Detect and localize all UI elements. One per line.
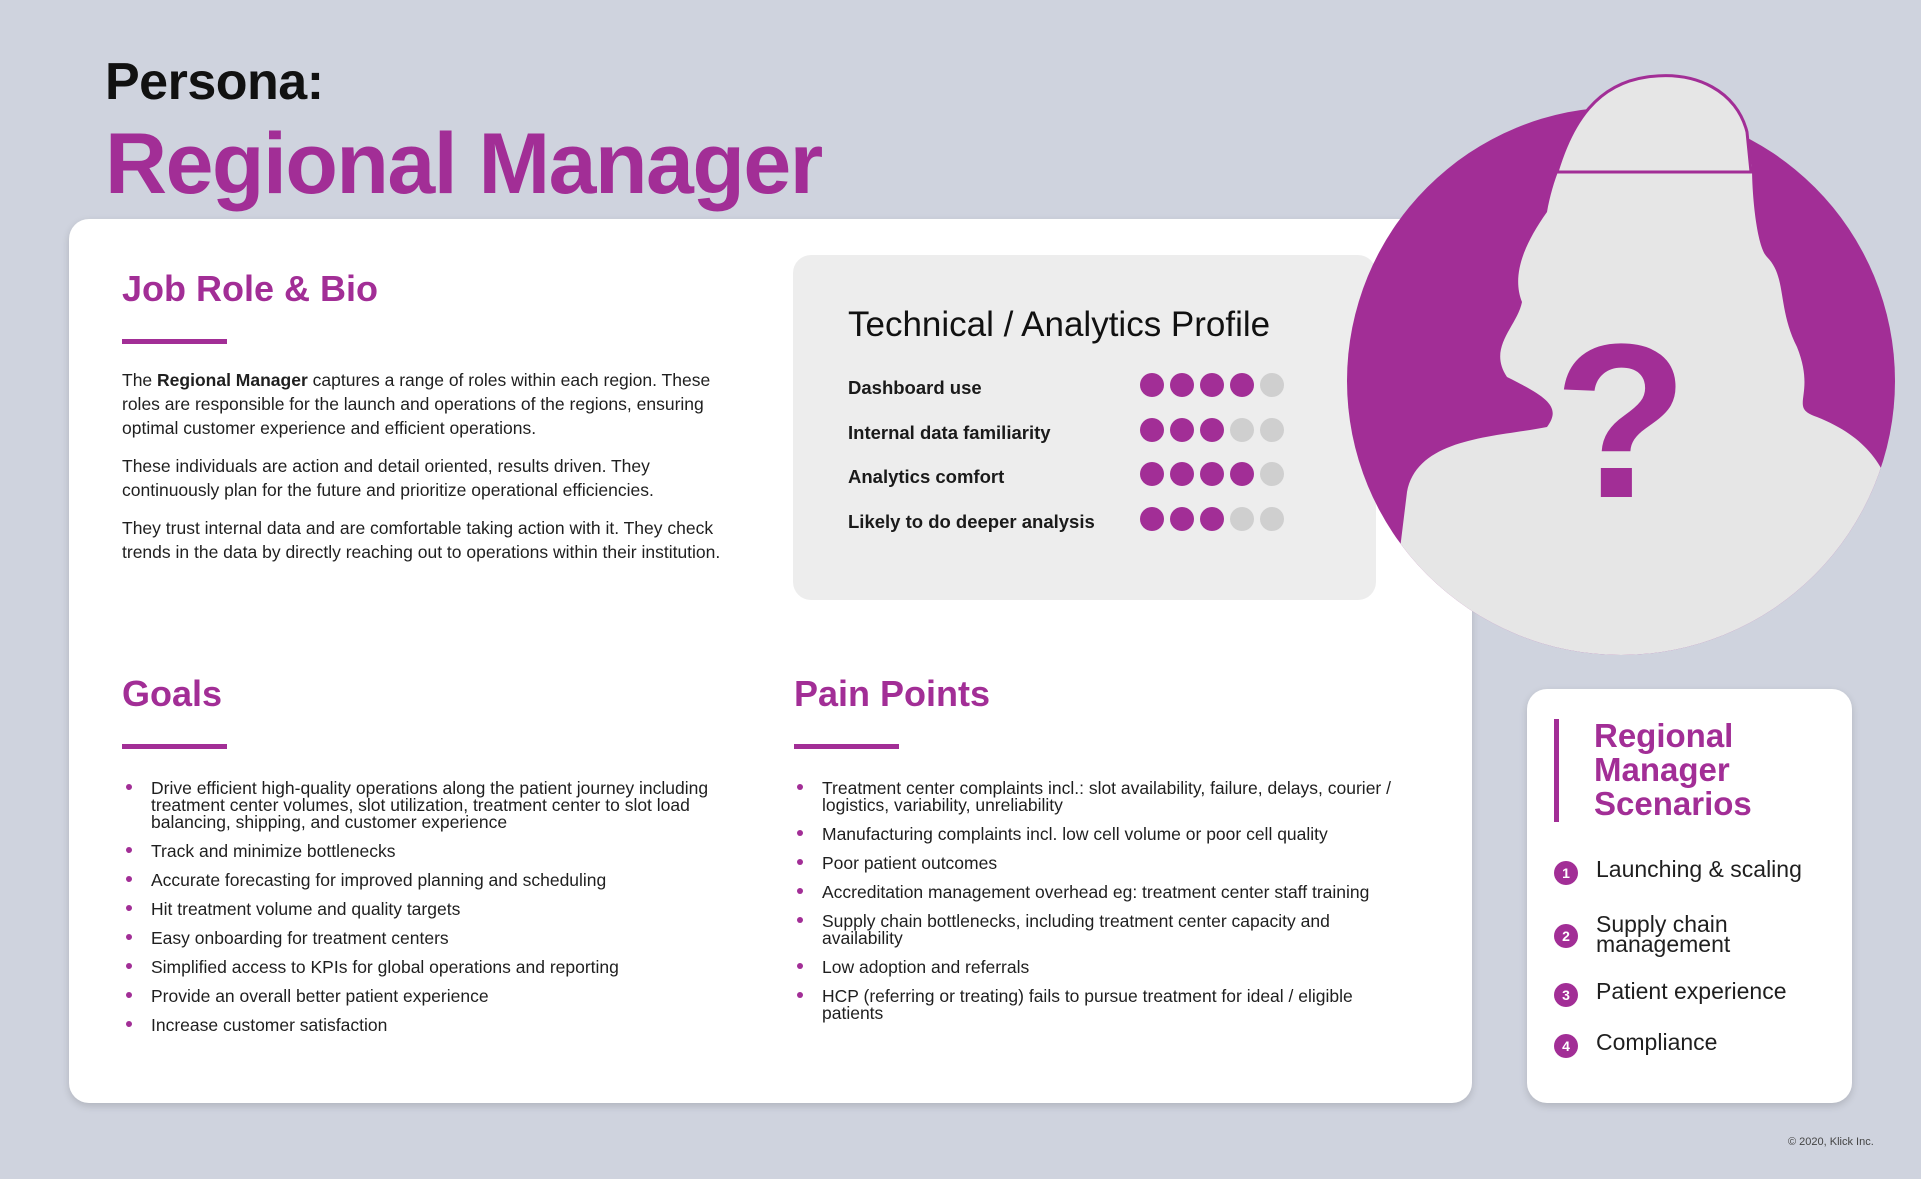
pain-points-list xyxy=(795,780,1395,1034)
bullet-icon xyxy=(126,876,132,882)
tech-row-internal-data xyxy=(848,418,1308,448)
bullet-icon xyxy=(126,1021,132,1027)
rating-dot-filled xyxy=(1140,507,1164,531)
list-item-text: Poor patient outcomes xyxy=(822,853,998,873)
list-item-text: HCP (referring or treating) fails to pursue treatment for ideal / eligible patients xyxy=(822,986,1353,1023)
list-item xyxy=(124,780,724,831)
pain-points-title: Pain Points xyxy=(794,673,991,714)
rating-dot-filled xyxy=(1140,418,1164,442)
rating-dot-filled xyxy=(1200,462,1224,486)
rating-dot-filled xyxy=(1200,373,1224,397)
list-item-text: Increase customer satisfaction xyxy=(151,1015,388,1035)
bullet-icon xyxy=(797,784,803,790)
list-item xyxy=(124,930,724,947)
list-item-text: Hit treatment volume and quality targets xyxy=(151,899,461,919)
rating-dots xyxy=(1140,418,1284,442)
tech-profile-title: Technical / Analytics Profile xyxy=(848,305,1271,344)
rating-dot-filled xyxy=(1200,507,1224,531)
list-item xyxy=(795,913,1395,947)
bio-p1-rest: captures a range of roles within each region. These roles are responsible for the launch and operations of the regions, ensuring optimal customer experience and efficient operations. xyxy=(122,370,711,438)
list-item-text: Low adoption and referrals xyxy=(822,957,1030,977)
list-item-text: Accreditation management overhead eg: treatment center staff training xyxy=(822,882,1370,902)
tech-row-deeper-analysis xyxy=(848,507,1308,537)
list-item xyxy=(795,780,1395,814)
bio-rule xyxy=(122,339,227,344)
scenarios-card xyxy=(1527,689,1852,1103)
bullet-icon xyxy=(797,992,803,998)
list-item-text: Provide an overall better patient experience xyxy=(151,986,489,1006)
bio-text xyxy=(122,368,722,578)
bullet-icon xyxy=(126,847,132,853)
rating-dot-filled xyxy=(1170,507,1194,531)
bio-paragraph-2: These individuals are action and detail oriented, results driven. They continuously plan for the future and prioritize operational efficiencies. xyxy=(122,456,654,500)
rating-dot-empty xyxy=(1260,373,1284,397)
bio-paragraph-3: They trust internal data and are comfortable taking action with it. They check trends in the data by directly reaching out to operations within their institution. xyxy=(122,518,721,562)
rating-dots xyxy=(1140,462,1284,486)
list-item xyxy=(795,959,1395,976)
list-item xyxy=(124,843,724,860)
list-item xyxy=(124,901,724,918)
bullet-icon xyxy=(797,917,803,923)
rating-dot-empty xyxy=(1230,418,1254,442)
bullet-icon xyxy=(126,963,132,969)
rating-dot-filled xyxy=(1170,462,1194,486)
tech-row-label: Dashboard use xyxy=(848,377,982,398)
tech-profile-panel xyxy=(793,255,1376,600)
bullet-icon xyxy=(126,784,132,790)
list-item xyxy=(124,872,724,889)
persona-name: Regional Manager xyxy=(105,116,822,212)
rating-dot-empty xyxy=(1230,507,1254,531)
list-item xyxy=(124,1017,724,1034)
bio-paragraph-1 xyxy=(122,368,722,440)
list-item-text: Accurate forecasting for improved planning and scheduling xyxy=(151,870,607,890)
rating-dot-filled xyxy=(1140,373,1164,397)
list-item-text: Manufacturing complaints incl. low cell volume or poor cell quality xyxy=(822,824,1328,844)
scenario-label: Compliance xyxy=(1596,1029,1718,1055)
copyright: © 2020, Klick Inc. xyxy=(1788,1136,1874,1148)
list-item-text: Track and minimize bottlenecks xyxy=(151,841,396,861)
tech-row-dashboard-use xyxy=(848,373,1308,403)
scenario-label: Supply chain management xyxy=(1596,911,1731,957)
bullet-icon xyxy=(126,905,132,911)
list-item xyxy=(795,884,1395,901)
bio-title: Job Role & Bio xyxy=(122,268,379,309)
bio-p1-bold: Regional Manager xyxy=(157,370,308,390)
number-badge: 3 xyxy=(1554,983,1578,1007)
rating-dot-filled xyxy=(1230,373,1254,397)
bullet-icon xyxy=(797,888,803,894)
bullet-icon xyxy=(797,963,803,969)
scenarios-title: Regional Manager Scenarios xyxy=(1594,717,1752,822)
rating-dot-empty xyxy=(1260,418,1284,442)
list-item-text: Treatment center complaints incl.: slot availability, failure, delays, courier / logistics, variability, unreliability xyxy=(822,778,1391,815)
bullet-icon xyxy=(797,859,803,865)
bio-p1-prefix: The xyxy=(122,370,158,390)
list-item-text: Supply chain bottlenecks, including treatment center capacity and availability xyxy=(822,911,1330,948)
number-badge: 4 xyxy=(1554,1034,1578,1058)
scenarios-accent-bar xyxy=(1554,719,1559,822)
rating-dot-filled xyxy=(1140,462,1164,486)
avatar xyxy=(1347,107,1895,655)
bullet-icon xyxy=(126,992,132,998)
pain-points-rule xyxy=(794,744,899,749)
number-badge: 1 xyxy=(1554,861,1578,885)
goals-list xyxy=(124,780,724,1046)
tech-row-analytics-comfort xyxy=(848,462,1308,492)
persona-label: Persona: xyxy=(105,53,324,111)
rating-dot-filled xyxy=(1230,462,1254,486)
bullet-icon xyxy=(797,830,803,836)
rating-dot-filled xyxy=(1170,373,1194,397)
question-mark: ? xyxy=(1553,298,1689,544)
list-item xyxy=(124,988,724,1005)
title-block xyxy=(105,52,822,212)
scenario-label: Patient experience xyxy=(1596,978,1787,1004)
list-item-text: Simplified access to KPIs for global operations and reporting xyxy=(151,957,619,977)
rating-dots xyxy=(1140,373,1284,397)
list-item xyxy=(795,855,1395,872)
goals-title: Goals xyxy=(122,673,223,714)
number-badge: 2 xyxy=(1554,924,1578,948)
rating-dots xyxy=(1140,507,1284,531)
scenario-label: Launching & scaling xyxy=(1596,856,1802,882)
rating-dot-empty xyxy=(1260,462,1284,486)
tech-row-label: Likely to do deeper analysis xyxy=(848,511,1095,532)
silhouette-icon xyxy=(1347,107,1895,655)
tech-row-label: Internal data familiarity xyxy=(848,422,1051,443)
list-item-text: Drive efficient high-quality operations along the patient journey including treatment center volumes, slot utilization, treatment center to slot load balancing, shipping, and customer experience xyxy=(151,778,709,832)
rating-dot-empty xyxy=(1260,507,1284,531)
list-item-text: Easy onboarding for treatment centers xyxy=(151,928,449,948)
list-item xyxy=(124,959,724,976)
list-item xyxy=(795,826,1395,843)
list-item xyxy=(795,988,1395,1022)
bullet-icon xyxy=(126,934,132,940)
rating-dot-filled xyxy=(1200,418,1224,442)
tech-row-label: Analytics comfort xyxy=(848,466,1005,487)
silhouette-head-overflow-icon xyxy=(1347,72,1895,172)
rating-dot-filled xyxy=(1170,418,1194,442)
goals-rule xyxy=(122,744,227,749)
